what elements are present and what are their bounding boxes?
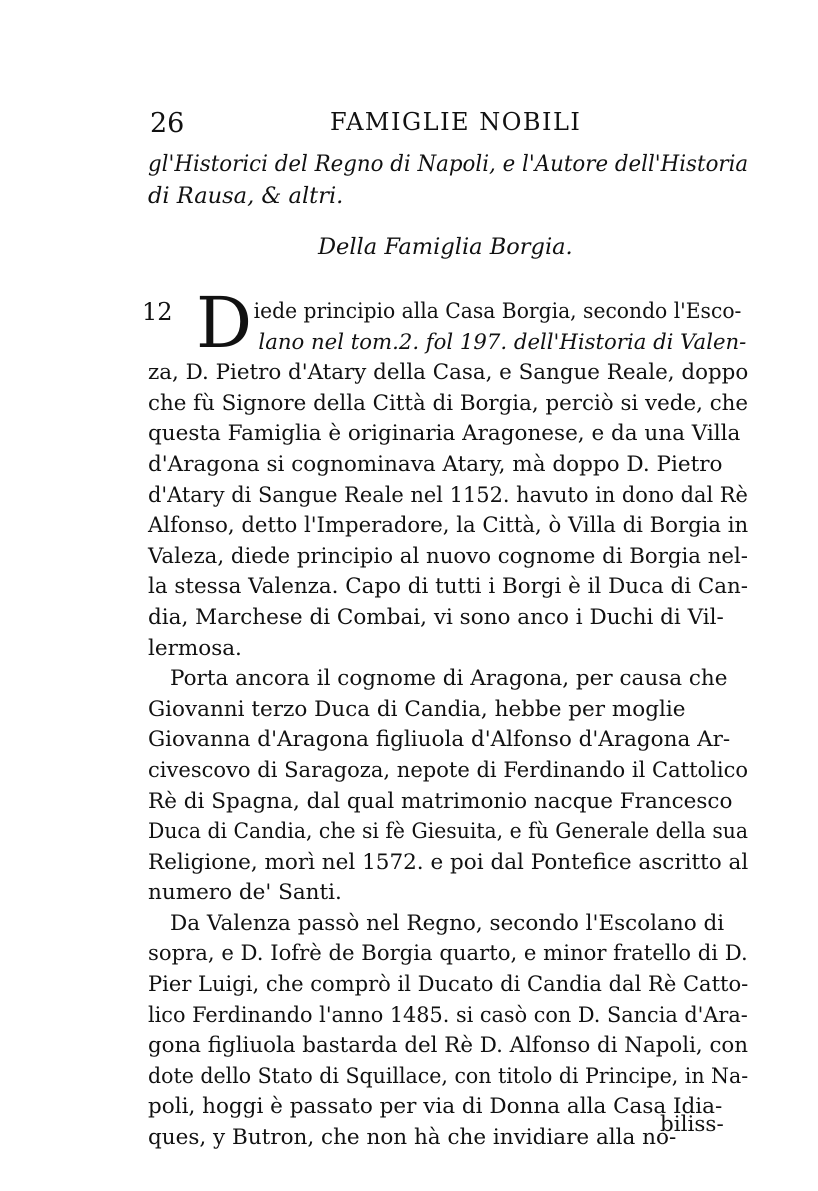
text-line: lermosa. — [148, 635, 242, 661]
text-line: lico Ferdinando l'anno 1485. si casò con D. Sancia d'Ara- — [148, 1002, 748, 1028]
text-line: Da Valenza passò nel Regno, secondo l'Escolano di — [170, 910, 725, 936]
text-line: di Rausa, & altri. — [148, 183, 344, 209]
text-line: civescovo di Saragoza, nepote di Ferdinando il Cattolico — [148, 757, 749, 783]
text-line: za, D. Pietro d'Atary della Casa, e Sangue Reale, doppo — [148, 360, 749, 386]
text-line: ques, y Butron, che non hà che invidiare alla no- — [148, 1125, 677, 1151]
text-line: d'Atary di Sangue Reale nel 1152. havuto in dono dal Rè — [148, 482, 748, 508]
page-header — [150, 108, 730, 144]
text-line: Alfonso, detto l'Imperadore, la Città, ò Villa di Borgia in — [148, 513, 749, 539]
text-line: questa Famiglia è originaria Aragonese, e da una Villa — [148, 421, 741, 447]
text-line: Porta ancora il cognome di Aragona, per causa che — [170, 666, 728, 692]
text-line: gona figliuola bastarda del Rè D. Alfonso di Napoli, con — [148, 1033, 749, 1059]
paragraph-number: 12 — [142, 298, 173, 326]
body-text — [148, 297, 748, 1154]
page-number: 26 — [150, 108, 185, 139]
text-line: sopra, e D. Iofrè de Borgia quarto, e minor fratello di D. — [148, 941, 748, 967]
text-line: numero de' Santi. — [148, 880, 342, 906]
drop-cap: D — [196, 282, 253, 364]
text-line: iede principio alla Casa Borgia, secondo l'Esco- — [253, 299, 742, 324]
text-line: Rè di Spagna, dal qual matrimonio nacque Francesco — [148, 788, 733, 814]
text-line: Giovanni terzo Duca di Candia, hebbe per moglie — [148, 696, 686, 722]
text-line: lano nel tom.2. fol 197. dell'Historia di Valen- — [258, 329, 747, 355]
text-line: Giovanna d'Aragona figliuola d'Alfonso d'Aragona Ar- — [148, 727, 731, 753]
text-line: dote dello Stato di Squillace, con titolo di Principe, in Na- — [148, 1063, 749, 1089]
text-line: dia, Marchese di Combai, vi sono anco i Duchi di Vil- — [148, 604, 724, 630]
text-line: Religione, morì nel 1572. e poi dal Pontefice ascritto al — [148, 849, 749, 875]
catchword: biliss- — [660, 1112, 724, 1137]
text-line: Valeza, diede principio al nuovo cognome di Borgia nel- — [148, 543, 748, 569]
text-line: Duca di Candia, che si fè Giesuita, e fù Generale della sua — [148, 819, 749, 845]
continued-text — [148, 148, 748, 212]
text-line: poli, hoggi è passato per via di Donna alla Casa Idia- — [148, 1094, 723, 1120]
text-line: la stessa Valenza. Capo di tutti i Borgi è il Duca di Can- — [148, 574, 749, 600]
text-line: gl'Historici del Regno di Napoli, e l'Autore dell'Historia — [148, 151, 749, 177]
text-line: Pier Luigi, che comprò il Ducato di Candia dal Rè Catto- — [148, 972, 749, 998]
section-title: Della Famiglia Borgia. — [318, 234, 573, 260]
text-line: d'Aragona si cognominava Atary, mà doppo D. Pietro — [148, 451, 723, 477]
running-head: FAMIGLIE NOBILI — [330, 108, 582, 136]
text-line: che fù Signore della Città di Borgia, perciò si vede, che — [148, 390, 749, 416]
